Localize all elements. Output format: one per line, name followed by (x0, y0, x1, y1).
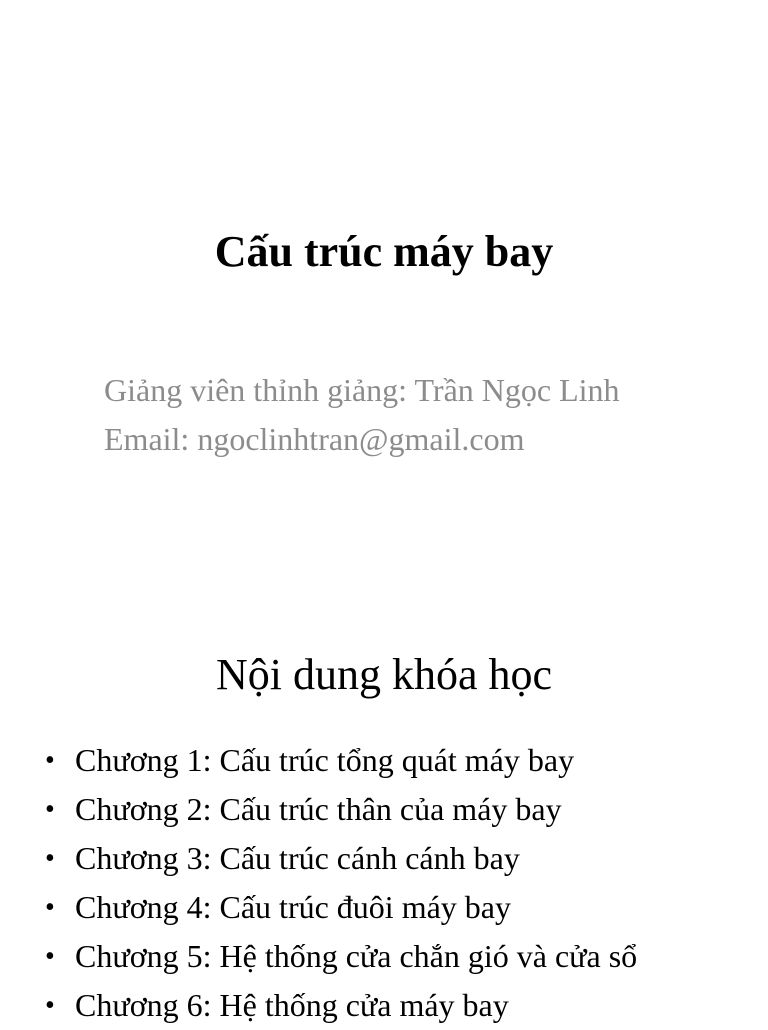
list-item (0, 834, 637, 883)
contents-heading: Nội dung khóa học (215, 650, 553, 699)
bullet-icon: • (45, 794, 55, 825)
chapter-label: Chương 5: Hệ thống cửa chắn gió và cửa sổ (75, 938, 638, 974)
bullet-icon: • (45, 892, 55, 923)
chapter-label: Chương 3: Cấu trúc cánh cánh bay (75, 840, 520, 876)
chapter-label: Chương 1: Cấu trúc tổng quát máy bay (75, 742, 575, 778)
chapter-label: Chương 4: Cấu trúc đuôi máy bay (75, 889, 511, 925)
list-item (0, 883, 637, 932)
chapter-label: Chương 2: Cấu trúc thân của máy bay (75, 791, 562, 827)
chapter-list (0, 736, 637, 1030)
list-item (0, 785, 637, 834)
slide-title: Cấu trúc máy bay (214, 227, 554, 276)
chapter-label: Chương 6: Hệ thống cửa máy bay (75, 987, 509, 1023)
bullet-icon: • (45, 941, 55, 972)
slide-subtitle (104, 366, 620, 464)
list-item (0, 932, 637, 981)
bullet-icon: • (45, 745, 55, 776)
list-item (0, 981, 637, 1030)
bullet-icon: • (45, 843, 55, 874)
bullet-icon: • (45, 990, 55, 1021)
list-item (0, 736, 637, 785)
email-line: Email: ngoclinhtran@gmail.com (104, 421, 525, 457)
contents-slide (0, 540, 768, 1024)
lecturer-line: Giảng viên thỉnh giảng: Trần Ngọc Linh (104, 372, 620, 408)
